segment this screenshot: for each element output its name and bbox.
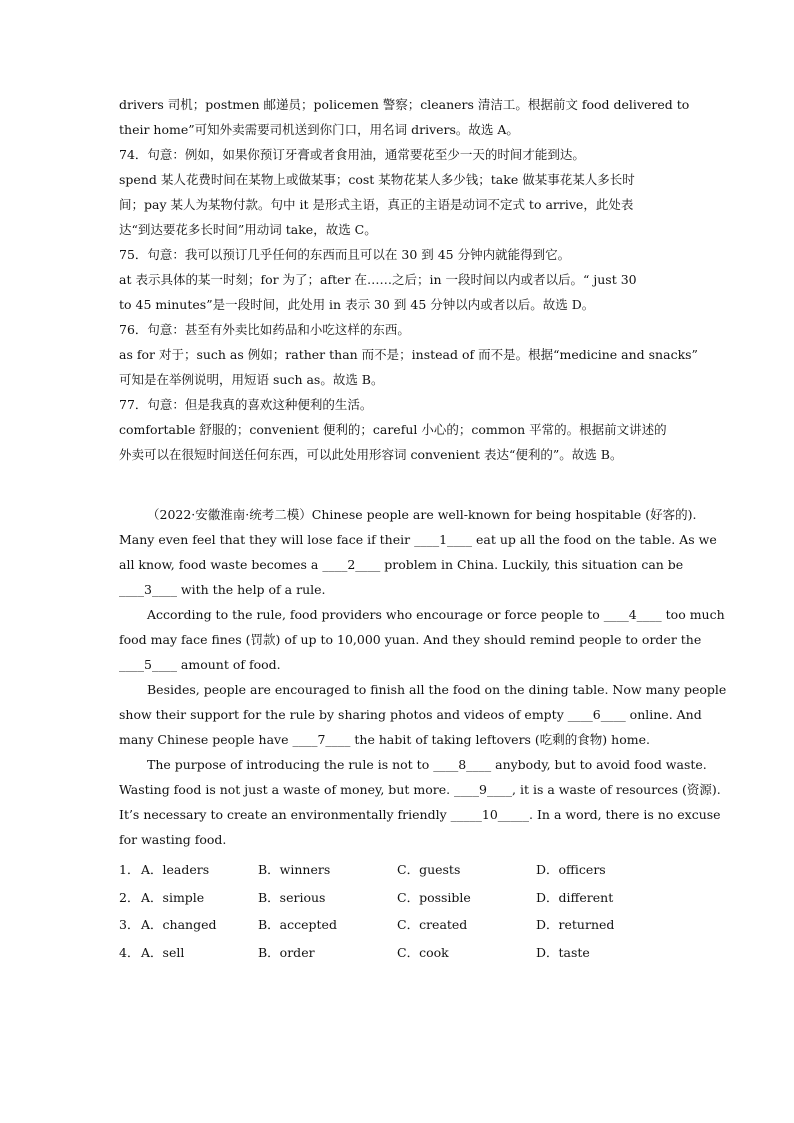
explanation-line: comfortable 舒服的；convenient 便利的；careful 小心的；common 平常的。根据前文讲述的 — [119, 422, 667, 437]
explanation-line: 可知是在举例说明，用短语 such as。故选 B。 — [119, 372, 384, 387]
question-options-row — [119, 884, 679, 912]
passage-line: Besides, people are encouraged to finish all the food on the dining table. Now many people — [147, 682, 727, 697]
explanation-line: their home”可知外卖需要司机送到你门口，用名词 drivers。故选 A。 — [119, 122, 519, 137]
passage-line: The purpose of introducing the rule is not to ____8____ anybody, but to avoid food waste. — [147, 757, 707, 772]
explanation-line: 间；pay 某人为某物付款。句中 it 是形式主语，真正的主语是动词不定式 to arrive，此处表 — [119, 197, 634, 212]
explanation-line: 74．句意：例如，如果你预订牙膏或者食用油，通常要花至少一天的时间才能到达。 — [119, 147, 585, 162]
explanation-line: at 表示具体的某一时刻；for 为了；after 在……之后；in 一段时间以内或者以后。“ just 30 — [119, 272, 637, 287]
option-d: D．taste — [536, 944, 590, 960]
passage-line: ____5____ amount of food. — [119, 657, 281, 672]
cloze-passage — [119, 502, 727, 852]
explanation-line: 达“到达要花多长时间”用动词 take，故选 C。 — [119, 222, 377, 237]
option-d: D．officers — [536, 862, 606, 877]
question-number: 4． — [119, 944, 140, 960]
explanation-line: 75．句意：我可以预订几乎任何的东西而且可以在 30 到 45 分钟内就能得到它。 — [119, 247, 571, 262]
passage-line: many Chinese people have ____7____ the habit of taking leftovers (吃剩的食物) home. — [119, 732, 650, 747]
question-number: 2． — [119, 889, 140, 905]
passage-line: Many even feel that they will lose face if their ____1____ eat up all the food on the table. As we — [119, 532, 717, 547]
section-gap — [119, 467, 679, 502]
explanation-line: drivers 司机；postmen 邮递员；policemen 警察；cleaners 清洁工。根据前文 food delivered to — [119, 97, 690, 112]
explanation-section — [119, 92, 698, 467]
passage-line: food may face fines (罚款) of up to 10,000 yuan. And they should remind people to order the — [119, 632, 702, 647]
explanation-line: spend 某人花费时间在某物上或做某事；cost 某物花某人多少钱；take 做某事花某人多长时 — [119, 172, 635, 187]
option-a: A．leaders — [141, 862, 210, 877]
passage-line: According to the rule, food providers who encourage or force people to ____4____ too much — [147, 607, 725, 622]
option-b: B．serious — [258, 889, 326, 905]
explanation-line: 外卖可以在很短时间送任何东西，可以此处用形容词 convenient 表达“便利的”。故选 B。 — [119, 447, 623, 462]
option-c: C．created — [397, 917, 468, 932]
question-options-row — [119, 911, 679, 939]
option-a: A．simple — [141, 889, 205, 905]
explanation-line: 76．句意：甚至有外卖比如药品和小吃这样的东西。 — [119, 322, 410, 337]
passage-line: Wasting food is not just a waste of money, but more. ____9____, it is a waste of resources (资源). — [119, 782, 721, 797]
passage-line: ____3____ with the help of a rule. — [119, 582, 326, 597]
option-c: C．guests — [397, 862, 461, 877]
option-c: C．possible — [397, 889, 471, 905]
option-c: C．cook — [397, 944, 449, 960]
passage-line: It’s necessary to create an environmentally friendly _____10_____. In a word, there is no excuse — [119, 807, 721, 822]
option-a: A．sell — [141, 944, 185, 960]
option-a: A．changed — [141, 917, 217, 932]
question-number: 1． — [119, 862, 140, 877]
explanation-line: 77．句意：但是我真的喜欢这种便利的生活。 — [119, 397, 373, 412]
option-b: B．order — [258, 944, 315, 960]
explanation-line: as for 对于；such as 例如；rather than 而不是；instead of 而不是。根据“medicine and snacks” — [119, 347, 698, 362]
question-number: 3． — [119, 917, 140, 932]
passage-line: show their support for the rule by sharing photos and videos of empty ____6____ online. And — [119, 707, 702, 722]
passage-line: for wasting food. — [119, 832, 227, 847]
option-b: B．accepted — [258, 917, 337, 932]
question-options-row — [119, 856, 679, 884]
answer-options — [119, 856, 679, 966]
document-page — [119, 92, 727, 966]
option-d: D．returned — [536, 917, 615, 932]
option-d: D．different — [536, 889, 614, 905]
explanation-line: to 45 minutes”是一段时间，此处用 in 表示 30 到 45 分钟以内或者以后。故选 D。 — [119, 297, 595, 312]
passage-line: all know, food waste becomes a ____2____ problem in China. Luckily, this situation can be — [119, 557, 684, 572]
passage-line: （2022·安徽淮南·统考二模）Chinese people are well-known for being hospitable (好客的). — [147, 507, 697, 522]
option-b: B．winners — [258, 862, 331, 877]
question-options-row — [119, 939, 679, 967]
